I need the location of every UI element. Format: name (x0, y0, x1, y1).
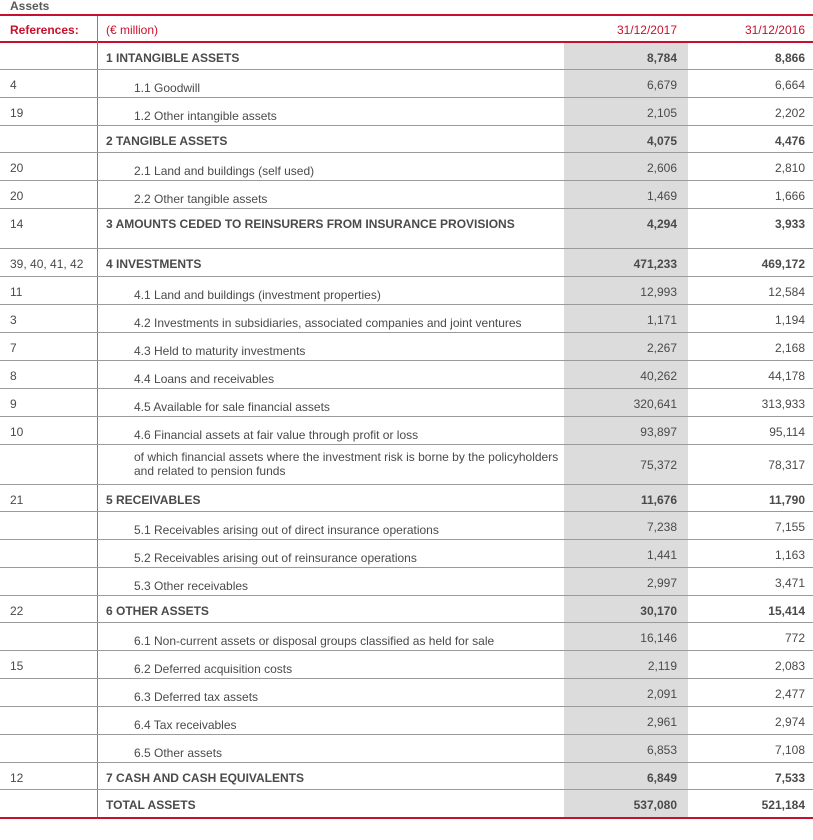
table-row (0, 209, 813, 249)
table-row (0, 126, 813, 153)
row-value-2016: 521,184 (761, 798, 805, 812)
row-description: 4.5 Available for sale financial assets (134, 400, 330, 414)
table-row (0, 485, 813, 512)
row-value-2017: 1,171 (646, 313, 677, 327)
row-reference: 3 (10, 313, 17, 327)
row-value-2017: 30,170 (640, 604, 677, 618)
row-value-2016: 772 (784, 631, 805, 645)
table-row (0, 181, 813, 209)
row-description: 2.1 Land and buildings (self used) (134, 164, 315, 178)
row-reference: 11 (10, 285, 23, 299)
table-row (0, 98, 813, 126)
table-row (0, 305, 813, 333)
row-value-2017: 6,679 (646, 78, 677, 92)
row-description: 6.1 Non-current assets or disposal groups classified as held for sale (134, 634, 495, 648)
row-description: 5.2 Receivables arising out of reinsurance operations (134, 551, 417, 565)
row-value-2016: 11,790 (768, 493, 805, 507)
table-row (0, 651, 813, 679)
row-reference: 21 (10, 493, 24, 507)
table-row (0, 417, 813, 445)
row-description: 4.1 Land and buildings (investment properties) (134, 288, 381, 302)
table-row (0, 596, 813, 623)
row-description: 6.4 Tax receivables (134, 718, 237, 732)
table-row (0, 277, 813, 305)
row-reference: 8 (10, 369, 17, 383)
table-row (0, 333, 813, 361)
section-title: Assets (10, 0, 50, 13)
table-row (0, 735, 813, 763)
table-row (0, 43, 813, 70)
row-value-2016: 7,533 (774, 771, 805, 785)
row-description: 6.5 Other assets (134, 746, 223, 760)
header-year-2017: 31/12/2017 (616, 23, 677, 37)
row-value-2016: 95,114 (769, 425, 805, 439)
table-row (0, 763, 813, 790)
table-row (0, 512, 813, 540)
row-description: 6 OTHER ASSETS (106, 604, 209, 618)
row-value-2016: 6,664 (774, 78, 805, 92)
row-description: 2.2 Other tangible assets (134, 192, 268, 206)
row-reference: 14 (10, 217, 24, 231)
table-row (0, 790, 813, 818)
row-description: 4 INVESTMENTS (106, 257, 202, 271)
row-description: 5 RECEIVABLES (106, 493, 201, 507)
row-reference: 7 (10, 341, 17, 355)
header-year-2016: 31/12/2016 (744, 23, 805, 37)
row-value-2016: 7,108 (774, 743, 805, 757)
row-value-2017: 2,961 (646, 715, 677, 729)
row-reference: 19 (10, 106, 24, 120)
bottom-rule (0, 817, 813, 819)
row-description: 3 AMOUNTS CEDED TO REINSURERS FROM INSURANCE PROVISIONS (106, 217, 515, 231)
row-description: 5.3 Other receivables (134, 579, 249, 593)
row-description: TOTAL ASSETS (106, 798, 196, 812)
row-reference: 15 (10, 659, 24, 673)
table-row (0, 707, 813, 735)
row-value-2017: 1,441 (646, 548, 677, 562)
row-reference: 12 (10, 771, 24, 785)
row-value-2016: 2,168 (774, 341, 805, 355)
row-value-2016: 15,414 (768, 604, 805, 618)
table-header (0, 16, 813, 42)
table-row (0, 568, 813, 596)
row-reference: 20 (10, 189, 24, 203)
row-value-2017: 93,897 (640, 425, 677, 439)
table-row (0, 623, 813, 651)
row-value-2016: 3,933 (774, 217, 805, 231)
row-value-2016: 1,163 (774, 548, 805, 562)
row-value-2016: 469,172 (761, 257, 805, 271)
row-value-2017: 6,853 (646, 743, 677, 757)
row-value-2017: 2,267 (646, 341, 677, 355)
row-value-2016: 3,471 (774, 576, 805, 590)
row-value-2016: 2,974 (774, 715, 805, 729)
row-description: 2 TANGIBLE ASSETS (106, 134, 228, 148)
row-value-2017: 537,080 (633, 798, 677, 812)
row-description: 7 CASH AND CASH EQUIVALENTS (106, 771, 305, 785)
table-row (0, 153, 813, 181)
row-value-2017: 75,372 (640, 458, 677, 472)
row-description: 5.1 Receivables arising out of direct insurance operations (134, 523, 439, 537)
row-value-2017: 7,238 (646, 520, 677, 534)
row-description: 6.2 Deferred acquisition costs (134, 662, 293, 676)
row-description: of which financial assets where the investment risk is borne by the policyholders and related to pension funds (134, 450, 559, 478)
row-value-2016: 2,477 (774, 687, 805, 701)
row-value-2016: 313,933 (761, 397, 805, 411)
row-description: 6.3 Deferred tax assets (134, 690, 259, 704)
row-value-2017: 471,233 (633, 257, 677, 271)
row-description: 4.4 Loans and receivables (134, 372, 275, 386)
row-value-2016: 12,584 (768, 285, 805, 299)
row-value-2017: 2,105 (646, 106, 677, 120)
row-description: 1 INTANGIBLE ASSETS (106, 51, 240, 65)
row-reference: 22 (10, 604, 24, 618)
row-value-2016: 78,317 (768, 458, 805, 472)
header-unit: (€ million) (106, 23, 159, 37)
row-reference: 39, 40, 41, 42 (10, 257, 84, 271)
row-value-2017: 6,849 (646, 771, 677, 785)
row-value-2016: 8,866 (774, 51, 805, 65)
table-row (0, 540, 813, 568)
row-description: 4.6 Financial assets at fair value through profit or loss (134, 428, 419, 442)
row-reference: 10 (10, 425, 24, 439)
table-row (0, 445, 813, 485)
row-value-2017: 1,469 (646, 189, 677, 203)
table-row (0, 249, 813, 277)
row-value-2017: 4,294 (646, 217, 677, 231)
row-value-2017: 12,993 (640, 285, 677, 299)
row-value-2016: 4,476 (774, 134, 805, 148)
row-description: 4.3 Held to maturity investments (134, 344, 306, 358)
row-description: 4.2 Investments in subsidiaries, associated companies and joint ventures (134, 316, 522, 330)
row-description: 1.1 Goodwill (134, 81, 201, 95)
row-reference: 20 (10, 161, 24, 175)
row-value-2016: 44,178 (768, 369, 805, 383)
table-row (0, 361, 813, 389)
row-value-2016: 2,083 (774, 659, 805, 673)
row-value-2017: 2,606 (646, 161, 677, 175)
row-reference: 4 (10, 78, 17, 92)
table-row (0, 389, 813, 417)
row-value-2016: 2,810 (774, 161, 805, 175)
row-description: 1.2 Other intangible assets (134, 109, 277, 123)
table-row (0, 679, 813, 707)
row-value-2016: 1,666 (774, 189, 805, 203)
row-value-2016: 1,194 (774, 313, 805, 327)
row-value-2017: 2,119 (647, 659, 677, 673)
row-value-2017: 320,641 (633, 397, 677, 411)
row-value-2016: 7,155 (774, 520, 805, 534)
row-value-2017: 16,146 (640, 631, 677, 645)
table-row (0, 70, 813, 98)
row-reference: 9 (10, 397, 17, 411)
row-value-2017: 11,676 (640, 493, 677, 507)
row-value-2017: 8,784 (646, 51, 677, 65)
row-value-2017: 2,091 (646, 687, 677, 701)
row-value-2016: 2,202 (774, 106, 805, 120)
row-value-2017: 2,997 (646, 576, 677, 590)
row-value-2017: 4,075 (646, 134, 677, 148)
header-references: References: (10, 23, 79, 37)
row-value-2017: 40,262 (640, 369, 677, 383)
